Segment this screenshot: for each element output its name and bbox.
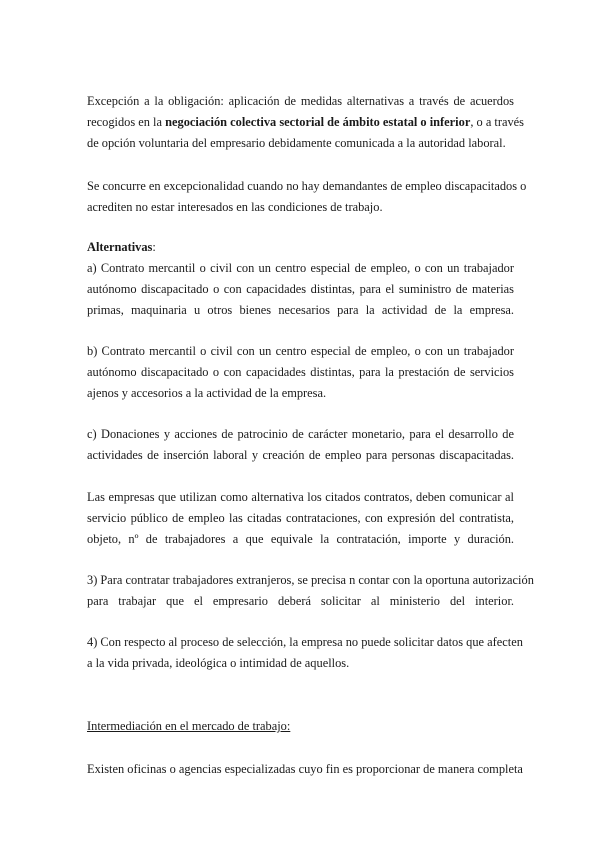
heading-text: Intermediación en el mercado de trabajo: <box>87 719 291 733</box>
text-line: ajenos y accesorios a la actividad de la empresa. <box>87 386 327 400</box>
text-line: a) Contrato mercantil o civil con un centro especial de empleo, o con un trabajador <box>87 261 514 275</box>
text-line: Excepción a la obligación: aplicación de medidas alternativas a través de acuerdos <box>87 94 514 108</box>
paragraph-selection <box>87 632 523 674</box>
text-line: 3) Para contratar trabajadores extranjeros, se precisa n contar con la oportuna autorización <box>87 573 534 587</box>
text-line: actividades de inserción laboral y creación de empleo para personas discapacitadas. <box>87 448 514 462</box>
paragraph-companies <box>87 487 514 550</box>
text-line: autónomo discapacitado o con capacidades distintas, para el suministro de materias <box>87 282 514 296</box>
bold-text: negociación colectiva sectorial de ámbito estatal o inferior <box>165 115 471 129</box>
paragraph-exception <box>87 91 524 154</box>
text-line: primas, maquinaria u otros bienes necesarios para la actividad de la empresa. <box>87 303 514 317</box>
text-line: autónomo discapacitado o con capacidades distintas, para la prestación de servicios <box>87 365 514 379</box>
text-line: Se concurre en excepcionalidad cuando no hay demandantes de empleo discapacitados o <box>87 179 527 193</box>
text-line: acrediten no estar interesados en las condiciones de trabajo. <box>87 200 383 214</box>
text-line <box>87 112 524 133</box>
text-line: c) Donaciones y acciones de patrocinio de carácter monetario, para el desarrollo de <box>87 427 514 441</box>
section-heading: Alternativas <box>87 240 153 254</box>
text-line: de opción voluntaria del empresario debidamente comunicada a la autoridad laboral. <box>87 136 506 150</box>
text-line <box>87 237 514 258</box>
paragraph-exceptionality <box>87 176 527 218</box>
text-line: a la vida privada, ideológica o intimidad de aquellos. <box>87 656 350 670</box>
paragraph-alternative-b <box>87 341 514 404</box>
paragraph-offices <box>87 759 523 780</box>
text-span: : <box>152 240 156 254</box>
text-line: para trabajar que el empresario deberá solicitar al ministerio del interior. <box>87 594 514 608</box>
paragraph-alternatives <box>87 237 514 321</box>
text-span: , o a través <box>470 115 524 129</box>
section-heading-intermediation <box>87 716 514 737</box>
paragraph-alternative-c <box>87 424 514 466</box>
text-line: Las empresas que utilizan como alternativa los citados contratos, deben comunicar al <box>87 490 514 504</box>
text-line: servicio público de empleo las citadas contrataciones, con expresión del contratista, <box>87 511 514 525</box>
text-line: Existen oficinas o agencias especializadas cuyo fin es proporcionar de manera completa <box>87 762 523 776</box>
text-line: b) Contrato mercantil o civil con un centro especial de empleo, o con un trabajador <box>87 344 514 358</box>
text-span: recogidos en la <box>87 115 166 129</box>
text-line: 4) Con respecto al proceso de selección, la empresa no puede solicitar datos que afecten <box>87 635 523 649</box>
paragraph-foreign-workers <box>87 570 534 612</box>
text-line: objeto, nº de trabajadores a que equivale la contratación, importe y duración. <box>87 532 514 546</box>
